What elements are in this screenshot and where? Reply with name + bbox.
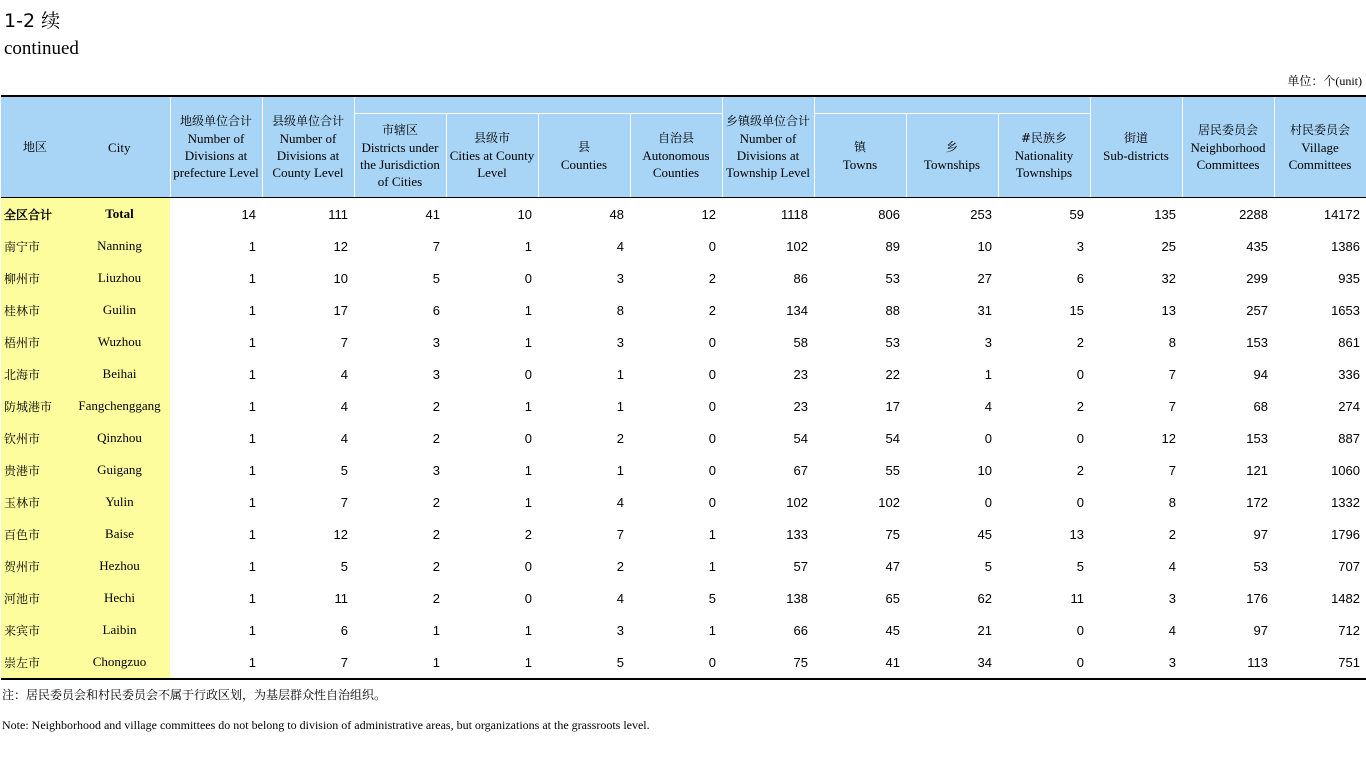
region-name-zh: 全区合计 xyxy=(1,198,69,231)
table-cell-value: 153 xyxy=(1246,430,1268,446)
table-cell-value: 1 xyxy=(984,366,992,382)
table-cell-value: 1 xyxy=(248,462,256,478)
table-cell-value: 111 xyxy=(328,206,348,222)
table-cell-value: 4 xyxy=(340,366,348,382)
table-row xyxy=(1,646,1366,679)
table-cell-value: 3 xyxy=(1168,590,1176,606)
table-cell-value: 2 xyxy=(1076,334,1084,350)
city-name-en: Liuzhou xyxy=(69,262,170,294)
table-cell-value: 57 xyxy=(793,558,808,574)
table-cell-value: 4 xyxy=(616,590,624,606)
table-cell-value: 1 xyxy=(432,622,440,638)
table-cell-value: 0 xyxy=(708,238,716,254)
unit-label-zh: 单位：个 xyxy=(1287,74,1336,88)
table-cell-value: 59 xyxy=(1069,206,1084,222)
table-cell-value: 86 xyxy=(793,270,808,286)
table-cell-value: 58 xyxy=(793,334,808,350)
table-cell-value: 2288 xyxy=(1239,206,1268,222)
region-name-zh: 贺州市 xyxy=(1,550,69,582)
table-row xyxy=(1,454,1366,486)
city-name-en: Hezhou xyxy=(69,550,170,582)
table-cell-value: 3 xyxy=(432,462,440,478)
table-cell-value: 75 xyxy=(722,646,814,679)
table-cell-value: 3 xyxy=(1076,238,1084,254)
table-row xyxy=(1,422,1366,454)
table-cell-value: 54 xyxy=(793,430,808,446)
city-name-en: Laibin xyxy=(69,614,170,646)
region-name-zh: 桂林市 xyxy=(1,294,69,326)
table-cell-value: 1796 xyxy=(1331,526,1360,542)
table-cell-value: 4 xyxy=(340,398,348,414)
table-row xyxy=(1,390,1366,422)
city-name-en: Baise xyxy=(69,518,170,550)
table-cell-value: 97 xyxy=(1253,526,1268,542)
table-cell-value: 10 xyxy=(977,238,992,254)
region-name-zh: 柳州市 xyxy=(1,262,69,294)
header-region-zh: 地区 xyxy=(1,96,69,198)
city-name-en: Guilin xyxy=(69,294,170,326)
table-cell-value: 10 xyxy=(333,270,348,286)
table-cell-value: 4 xyxy=(616,494,624,510)
table-cell-value: 0 xyxy=(708,398,716,414)
region-name-zh: 防城港市 xyxy=(1,390,69,422)
table-header xyxy=(1,96,1366,198)
table-cell-value: 2 xyxy=(708,270,716,286)
table-cell-value: 21 xyxy=(977,622,992,638)
table-cell-value: 7 xyxy=(1168,462,1176,478)
header-county-cities: 县级市 Cities at County Level xyxy=(446,114,538,198)
table-cell-value: 4 xyxy=(984,398,992,414)
table-cell-value: 2 xyxy=(432,526,440,542)
table-cell-value: 0 xyxy=(708,494,716,510)
table-cell-value: 0 xyxy=(630,646,722,679)
table-cell-value: 1 xyxy=(248,622,256,638)
region-name-zh: 百色市 xyxy=(1,518,69,550)
table-row xyxy=(1,582,1366,614)
table-cell-value: 1 xyxy=(248,526,256,542)
header-village-committees: 村民委员会 Village Committees xyxy=(1274,96,1366,198)
table-cell-value: 1 xyxy=(248,302,256,318)
table-cell-value: 97 xyxy=(1253,622,1268,638)
table-cell-value: 935 xyxy=(1338,270,1360,286)
table-cell-value: 2 xyxy=(432,398,440,414)
table-cell-value: 41 xyxy=(425,206,440,222)
table-cell-value: 0 xyxy=(708,430,716,446)
table-cell-value: 7 xyxy=(340,494,348,510)
table-cell-value: 751 xyxy=(1274,646,1366,679)
table-cell-value: 66 xyxy=(793,622,808,638)
table-cell-value: 45 xyxy=(977,526,992,542)
table-cell-value: 17 xyxy=(885,398,900,414)
header-townships: 乡 Townships xyxy=(906,114,998,198)
table-cell-value: 3 xyxy=(616,622,624,638)
table-cell-value: 2 xyxy=(616,558,624,574)
table-cell-value: 0 xyxy=(524,366,532,382)
table-cell-value: 53 xyxy=(885,334,900,350)
table-cell-value: 1 xyxy=(354,646,446,679)
header-township-level: 乡镇级单位合计 Number of Divisions at Township Level xyxy=(722,96,814,198)
table-cell-value: 32 xyxy=(1161,270,1176,286)
table-row xyxy=(1,486,1366,518)
table-cell-value: 2 xyxy=(1076,462,1084,478)
city-name-en: Chongzuo xyxy=(69,646,170,679)
table-row xyxy=(1,262,1366,294)
table-cell-value: 11 xyxy=(334,590,348,606)
table-cell-value: 1386 xyxy=(1331,238,1360,254)
region-name-zh: 玉林市 xyxy=(1,486,69,518)
table-cell-value: 1 xyxy=(616,398,624,414)
table-cell-value: 1 xyxy=(248,366,256,382)
table-cell-value: 7 xyxy=(1168,398,1176,414)
table-cell-value: 8 xyxy=(616,302,624,318)
table-cell-value: 0 xyxy=(1076,430,1084,446)
table-cell-value: 4 xyxy=(1168,558,1176,574)
table-cell-value: 10 xyxy=(977,462,992,478)
table-cell-value: 2 xyxy=(524,526,532,542)
table-continued-title: continued xyxy=(4,38,79,59)
region-name-zh: 来宾市 xyxy=(1,614,69,646)
table-cell-value: 153 xyxy=(1246,334,1268,350)
region-name-zh: 梧州市 xyxy=(1,326,69,358)
table-number-title: 1-2 续 xyxy=(4,10,61,32)
table-cell-value: 25 xyxy=(1161,238,1176,254)
table-cell-value: 34 xyxy=(906,646,998,679)
table-cell-value: 3 xyxy=(432,366,440,382)
table-cell-value: 133 xyxy=(786,526,808,542)
header-districts: 市辖区 Districts under the Jurisdiction of Cities xyxy=(354,114,446,198)
table-cell-value: 10 xyxy=(517,206,532,222)
table-row xyxy=(1,358,1366,390)
table-cell-value: 1 xyxy=(170,646,262,679)
table-cell-value: 1118 xyxy=(781,206,808,222)
header-township-group-spacer xyxy=(814,96,1090,114)
table-cell-value: 7 xyxy=(432,238,440,254)
table-cell-value: 6 xyxy=(432,302,440,318)
table-cell-value: 0 xyxy=(524,558,532,574)
table-cell-value: 1 xyxy=(524,238,532,254)
table-row-total xyxy=(1,198,1366,231)
table-cell-value: 861 xyxy=(1338,334,1360,350)
table-row xyxy=(1,326,1366,358)
table-cell-value: 4 xyxy=(340,430,348,446)
header-subdistricts: 街道 Sub-districts xyxy=(1090,96,1182,198)
table-cell-value: 22 xyxy=(885,366,900,382)
table-cell-value: 336 xyxy=(1338,366,1360,382)
table-cell-value: 2 xyxy=(432,558,440,574)
table-body xyxy=(1,198,1366,680)
table-cell-value: 1482 xyxy=(1331,590,1360,606)
table-cell-value: 2 xyxy=(1076,398,1084,414)
table-cell-value: 0 xyxy=(524,590,532,606)
table-cell-value: 31 xyxy=(977,302,992,318)
table-cell-value: 435 xyxy=(1246,238,1268,254)
table-cell-value: 1 xyxy=(524,494,532,510)
table-row xyxy=(1,550,1366,582)
header-nationality-townships: #民族乡 Nationality Townships xyxy=(998,114,1090,198)
table-cell-value: 15 xyxy=(1069,302,1084,318)
table-cell-value: 176 xyxy=(1246,590,1268,606)
table-cell-value: 0 xyxy=(998,646,1090,679)
table-cell-value: 12 xyxy=(701,206,716,222)
table-cell-value: 13 xyxy=(1069,526,1084,542)
table-cell-value: 6 xyxy=(340,622,348,638)
table-cell-value: 1 xyxy=(248,590,256,606)
header-towns: 镇 Towns xyxy=(814,114,906,198)
table-cell-value: 2 xyxy=(1168,526,1176,542)
table-cell-value: 1 xyxy=(524,334,532,350)
table-cell-value: 102 xyxy=(786,238,808,254)
table-cell-value: 14172 xyxy=(1323,206,1360,222)
table-cell-value: 8 xyxy=(1168,334,1176,350)
table-cell-value: 88 xyxy=(885,302,900,318)
region-name-zh: 南宁市 xyxy=(1,230,69,262)
table-cell-value: 62 xyxy=(977,590,992,606)
table-cell-value: 54 xyxy=(885,430,900,446)
table-cell-value: 1 xyxy=(708,526,716,542)
table-cell-value: 3 xyxy=(984,334,992,350)
table-cell-value: 1 xyxy=(248,430,256,446)
table-cell-value: 274 xyxy=(1338,398,1360,414)
table-cell-value: 0 xyxy=(984,494,992,510)
table-cell-value: 12 xyxy=(1161,430,1176,446)
header-autonomous-counties: 自治县 Autonomous Counties xyxy=(630,114,722,198)
table-cell-value: 0 xyxy=(984,430,992,446)
table-cell-value: 712 xyxy=(1338,622,1360,638)
unit-label xyxy=(1287,72,1362,89)
table-cell-value: 2 xyxy=(432,590,440,606)
table-cell-value: 2 xyxy=(708,302,716,318)
city-name-en: Total xyxy=(69,198,170,231)
table-cell-value: 12 xyxy=(333,238,348,254)
table-cell-value: 1 xyxy=(616,462,624,478)
city-name-en: Beihai xyxy=(69,358,170,390)
table-cell-value: 1060 xyxy=(1331,462,1360,478)
table-cell-value: 2 xyxy=(432,494,440,510)
table-cell-value: 53 xyxy=(885,270,900,286)
table-cell-value: 113 xyxy=(1182,646,1274,679)
table-cell-value: 41 xyxy=(814,646,906,679)
header-city-en: City xyxy=(69,96,170,198)
table-cell-value: 6 xyxy=(1076,270,1084,286)
table-cell-value: 0 xyxy=(524,430,532,446)
table-cell-value: 257 xyxy=(1246,302,1268,318)
table-cell-value: 23 xyxy=(793,398,808,414)
table-cell-value: 1 xyxy=(248,238,256,254)
table-cell-value: 0 xyxy=(708,366,716,382)
city-name-en: Wuzhou xyxy=(69,326,170,358)
table-cell-value: 75 xyxy=(885,526,900,542)
region-name-zh: 北海市 xyxy=(1,358,69,390)
table-cell-value: 1 xyxy=(248,558,256,574)
table-cell-value: 5 xyxy=(538,646,630,679)
table-cell-value: 0 xyxy=(524,270,532,286)
table-cell-value: 1332 xyxy=(1331,494,1360,510)
region-name-zh: 崇左市 xyxy=(1,646,69,679)
table-cell-value: 7 xyxy=(262,646,354,679)
table-cell-value: 5 xyxy=(1076,558,1084,574)
table-cell-value: 0 xyxy=(708,462,716,478)
table-cell-value: 11 xyxy=(1070,590,1084,606)
table-cell-value: 102 xyxy=(786,494,808,510)
table-cell-value: 7 xyxy=(1168,366,1176,382)
table-cell-value: 707 xyxy=(1338,558,1360,574)
footnote-en: Note: Neighborhood and village committees do not belong to division of administrative areas, but organizations at the grassroots level. xyxy=(2,718,650,732)
table-cell-value: 3 xyxy=(432,334,440,350)
header-counties: 县 Counties xyxy=(538,114,630,198)
table-cell-value: 121 xyxy=(1246,462,1268,478)
table-cell-value: 48 xyxy=(609,206,624,222)
table-cell-value: 13 xyxy=(1161,302,1176,318)
city-name-en: Hechi xyxy=(69,582,170,614)
table-cell-value: 1 xyxy=(524,622,532,638)
admin-divisions-table xyxy=(1,95,1366,680)
table-row xyxy=(1,230,1366,262)
table-cell-value: 3 xyxy=(616,334,624,350)
table-cell-value: 1653 xyxy=(1331,302,1360,318)
table-cell-value: 1 xyxy=(524,302,532,318)
table-cell-value: 134 xyxy=(786,302,808,318)
table-cell-value: 67 xyxy=(793,462,808,478)
table-cell-value: 17 xyxy=(333,302,348,318)
table-cell-value: 14 xyxy=(241,206,256,222)
table-cell-value: 1 xyxy=(708,622,716,638)
table-cell-value: 3 xyxy=(616,270,624,286)
table-cell-value: 1 xyxy=(708,558,716,574)
table-cell-value: 0 xyxy=(1076,622,1084,638)
table-row xyxy=(1,614,1366,646)
city-name-en: Nanning xyxy=(69,230,170,262)
region-name-zh: 河池市 xyxy=(1,582,69,614)
table-cell-value: 45 xyxy=(885,622,900,638)
city-name-en: Yulin xyxy=(69,486,170,518)
table-row xyxy=(1,294,1366,326)
table-cell-value: 102 xyxy=(878,494,900,510)
table-cell-value: 12 xyxy=(333,526,348,542)
table-cell-value: 2 xyxy=(432,430,440,446)
city-name-en: Fangchenggang xyxy=(69,390,170,422)
table-cell-value: 55 xyxy=(885,462,900,478)
table-cell-value: 0 xyxy=(1076,494,1084,510)
header-neighborhood-committees: 居民委员会 Neighborhood Committees xyxy=(1182,96,1274,198)
table-row xyxy=(1,518,1366,550)
table-cell-value: 5 xyxy=(340,558,348,574)
table-cell-value: 7 xyxy=(340,334,348,350)
unit-label-en: (unit) xyxy=(1335,74,1362,88)
table-cell-value: 4 xyxy=(616,238,624,254)
table-cell-value: 1 xyxy=(248,398,256,414)
table-cell-value: 5 xyxy=(432,270,440,286)
table-cell-value: 65 xyxy=(885,590,900,606)
table-cell-value: 887 xyxy=(1338,430,1360,446)
table-cell-value: 8 xyxy=(1168,494,1176,510)
table-cell-value: 0 xyxy=(708,334,716,350)
table-cell-value: 53 xyxy=(1253,558,1268,574)
city-name-en: Guigang xyxy=(69,454,170,486)
header-prefecture-level: 地级单位合计 Number of Divisions at prefecture Level xyxy=(170,96,262,198)
table-cell-value: 68 xyxy=(1253,398,1268,414)
table-cell-value: 5 xyxy=(708,590,716,606)
city-name-en: Qinzhou xyxy=(69,422,170,454)
region-name-zh: 钦州市 xyxy=(1,422,69,454)
table-cell-value: 138 xyxy=(786,590,808,606)
table-cell-value: 3 xyxy=(1090,646,1182,679)
table-cell-value: 89 xyxy=(885,238,900,254)
table-cell-value: 299 xyxy=(1246,270,1268,286)
table-cell-value: 1 xyxy=(524,462,532,478)
table-cell-value: 94 xyxy=(1253,366,1268,382)
table-cell-value: 806 xyxy=(878,206,900,222)
table-cell-value: 4 xyxy=(1168,622,1176,638)
table-cell-value: 5 xyxy=(340,462,348,478)
header-county-level: 县级单位合计 Number of Divisions at County Level xyxy=(262,96,354,198)
table-cell-value: 47 xyxy=(885,558,900,574)
table-cell-value: 135 xyxy=(1154,206,1176,222)
region-name-zh: 贵港市 xyxy=(1,454,69,486)
table-cell-value: 5 xyxy=(984,558,992,574)
table-cell-value: 172 xyxy=(1246,494,1268,510)
table-cell-value: 1 xyxy=(248,270,256,286)
table-cell-value: 253 xyxy=(970,206,992,222)
table-cell-value: 27 xyxy=(977,270,992,286)
table-cell-value: 0 xyxy=(1076,366,1084,382)
footnote-zh: 注：居民委员会和村民委员会不属于行政区划，为基层群众性自治组织。 xyxy=(2,688,387,702)
table-cell-value: 2 xyxy=(616,430,624,446)
header-county-group-spacer xyxy=(354,96,722,114)
table-cell-value: 1 xyxy=(524,398,532,414)
table-cell-value: 1 xyxy=(248,334,256,350)
table-cell-value: 1 xyxy=(248,494,256,510)
table-cell-value: 1 xyxy=(446,646,538,679)
table-cell-value: 1 xyxy=(616,366,624,382)
table-cell-value: 23 xyxy=(793,366,808,382)
table-cell-value: 7 xyxy=(616,526,624,542)
